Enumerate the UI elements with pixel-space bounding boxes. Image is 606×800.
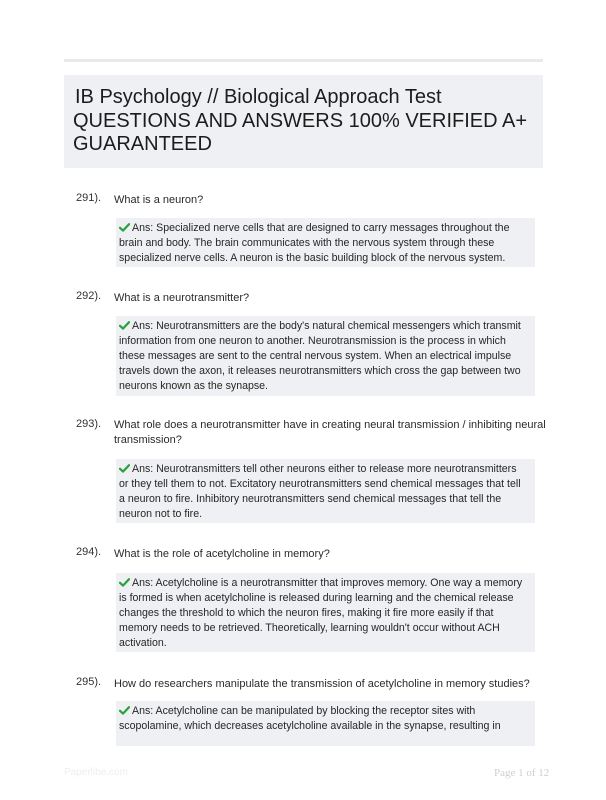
document-title-line-3: GUARANTEED: [73, 133, 212, 155]
question-line: What is the role of acetylcholine in memory?: [114, 548, 330, 560]
answer-line: a neuron to fire. Inhibitory neurotransmitters send chemical messages that tell the: [119, 493, 502, 505]
answer-line: Ans: Acetylcholine is a neurotransmitter that improves memory. One way a memory: [119, 576, 529, 591]
question-text: [114, 547, 539, 562]
question-line: transmission?: [114, 434, 182, 446]
question-line: What role does a neurotransmitter have in creating neural transmission / inhibiting neural: [114, 419, 546, 431]
answer-line: is formed is when acetylcholine is released during learning and the chemical release: [119, 592, 514, 604]
question-line: How do researchers manipulate the transmission of acetylcholine in memory studies?: [114, 678, 530, 690]
answer-line: Ans: Neurotransmitters tell other neurons either to release more neurotransmitters: [119, 462, 529, 477]
top-divider: [64, 59, 543, 62]
question-number: 291).: [76, 192, 102, 204]
document-title-box: [64, 75, 543, 168]
check-icon: [119, 321, 130, 330]
answer-line: Ans: Neurotransmitters are the body's natural chemical messengers which transmit: [119, 319, 529, 334]
question-line: What is a neurotransmitter?: [114, 292, 250, 304]
question-line: What is a neuron?: [114, 194, 204, 206]
document-title-line-2: QUESTIONS AND ANSWERS 100% VERIFIED A+: [73, 109, 528, 132]
page-indicator: Page 1 of 12: [494, 767, 550, 779]
check-icon: [119, 578, 130, 587]
document-title-line-1: IB Psychology // Biological Approach Test: [75, 86, 442, 108]
answer-line: travels down the axon, it releases neurotransmitters which cross the gap between two: [119, 365, 521, 377]
answer-line: Ans: Specialized nerve cells that are designed to carry messages throughout the: [119, 221, 529, 236]
question-number: 294).: [76, 546, 102, 558]
answer-box: [116, 701, 535, 746]
question-text: [114, 677, 539, 692]
answer-line: activation.: [119, 637, 167, 649]
question-number: 293).: [76, 418, 102, 430]
answer-box: [116, 459, 535, 523]
answer-line: memory needs to be retrieved. Theoretically, learning wouldn't occur without ACH: [119, 622, 500, 634]
answer-line: information from one neuron to another. Neurotransmission is the process in which: [119, 335, 506, 347]
answer-line: neurons known as the synapse.: [119, 380, 268, 392]
question-number: 292).: [76, 290, 102, 302]
answer-line: neuron not to fire.: [119, 508, 203, 520]
answer-line: Ans: Acetylcholine can be manipulated by blocking the receptor sites with: [119, 704, 529, 719]
answer-line: specialized nerve cells. A neuron is the basic building block of the nervous system.: [119, 252, 506, 264]
answer-line: changes the threshold to which the neuron fires, making it fire more easily if that: [119, 607, 494, 619]
question-text: [114, 418, 546, 448]
answer-box: [116, 573, 535, 652]
answer-box: [116, 218, 535, 267]
answer-line: scopolamine, which decreases acetylcholine available in the synapse, resulting in: [119, 720, 501, 732]
check-icon: [119, 464, 130, 473]
answer-box: [116, 316, 535, 396]
check-icon: [119, 223, 130, 232]
check-icon: [119, 706, 130, 715]
question-number: 295).: [76, 676, 102, 688]
question-text: [114, 193, 539, 208]
answer-line: or they tell them to not. Excitatory neurotransmitters send chemical messages that tell: [119, 478, 521, 490]
answer-line: brain and body. The brain communicates with the nervous system through these: [119, 237, 495, 249]
question-text: [114, 291, 539, 306]
footer-watermark: Paperlibe.com: [64, 767, 128, 778]
answer-line: these messages are sent to the central nervous system. When an electrical impulse: [119, 350, 512, 362]
